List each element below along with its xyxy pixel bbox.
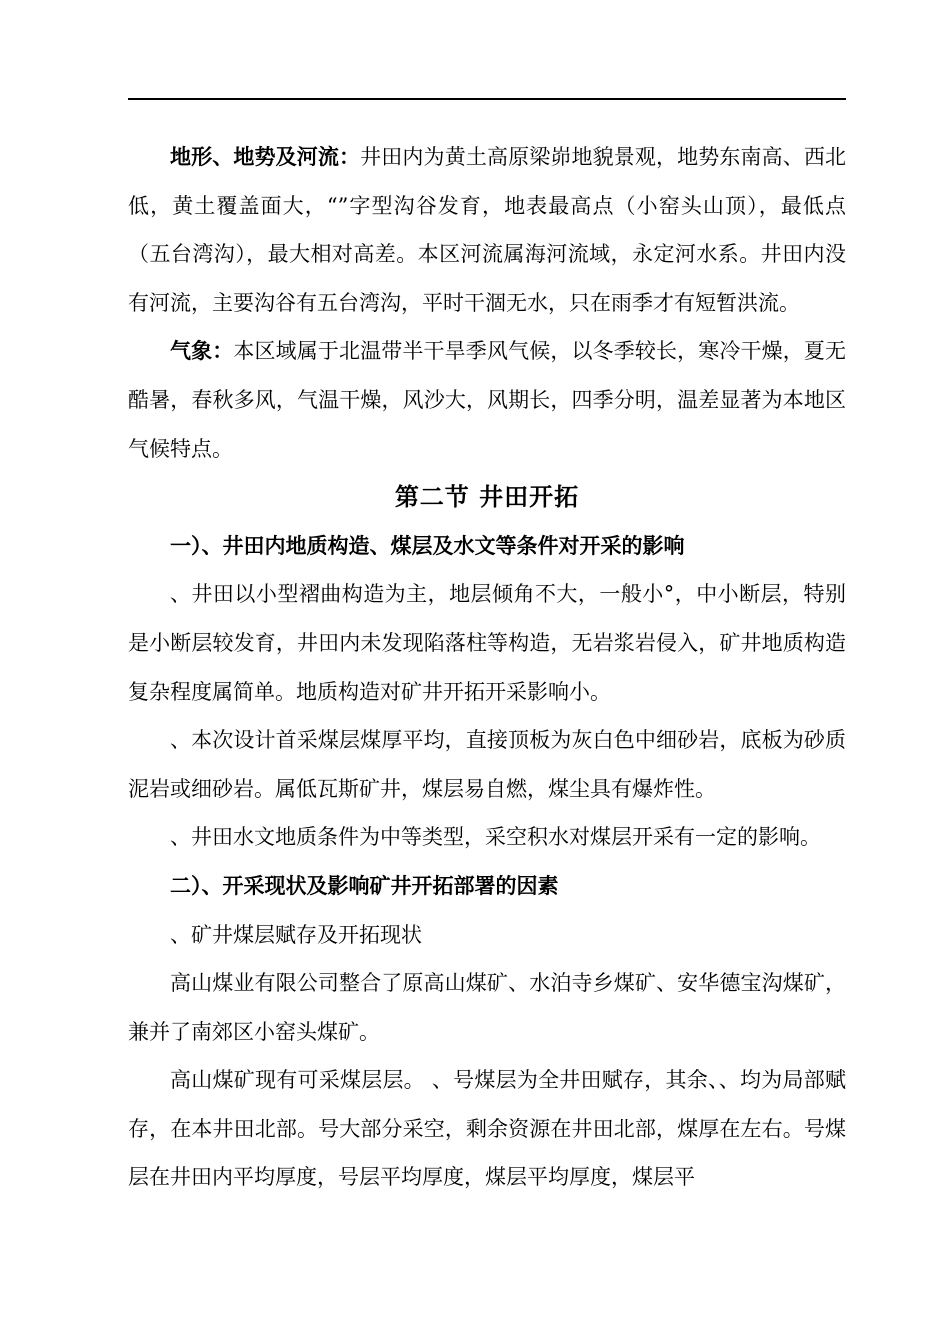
paragraph-coal-seam: 、本次设计首采煤层煤厚平均，直接顶板为灰白色中细砂岩，底板为砂质泥岩或细砂岩。属低瓦斯矿井，煤层易自燃，煤尘具有爆炸性。 [128,728,846,801]
header-rule [128,98,846,100]
paragraph-mining-status-title: 、矿井煤层赋存及开拓现状 [170,922,422,947]
subsection-heading-2: 二）、开采现状及影响矿井开拓部署的因素 [170,872,559,898]
subsection-heading-1: 一）、井田内地质构造、煤层及水文等条件对开采的影响 [170,532,685,558]
terrain-text: 井田内为黄土高原梁峁地貌景观，地势东南高、西北低，黄土覆盖面大，“”字型沟谷发育，地表最高点（小窑头山顶），最低点（五台湾沟），最大相对高差。本区河流属海河流域，永定河水系。井田内没有河流，主要沟谷有五台湾沟，平时干涸无水，只在雨季才有短暂洪流。 [128,145,847,315]
section-title: 第二节 井田开拓 [394,482,580,512]
terrain-paragraph [128,133,846,327]
climate-text: 本区域属于北温带半干旱季风气候，以冬季较长，寒冷干燥，夏无酷暑，春秋多风，气温干燥，风沙大，风期长，四季分明，温差显著为本地区气候特点。 [128,339,847,461]
paragraph-geology: 、井田以小型褶曲构造为主，地层倾角不大，一般小°，中小断层，特别是小断层较发育，井田内未发现陷落柱等构造，无岩浆岩侵入，矿井地质构造复杂程度属简单。地质构造对矿井开拓开采影响小。 [128,582,846,704]
terrain-label: 地形、地势及河流： [170,144,361,169]
paragraph-hydrology: 、井田水文地质条件为中等类型，采空积水对煤层开采有一定的影响。 [170,825,821,850]
climate-label: 气象： [170,338,234,364]
climate-paragraph [128,327,846,473]
document-body [128,133,846,1202]
paragraph-company: 高山煤业有限公司整合了原高山煤矿、水泊寺乡煤矿、安华德宝沟煤矿，兼并了南郊区小窑头煤矿。 [128,971,846,1044]
paragraph-seams: 高山煤矿现有可采煤层层。 、号煤层为全井田赋存，其余、、均为局部赋存，在本井田北部。号大部分采空，剩余资源在井田北部，煤厚在左右。号煤层在井田内平均厚度，号层平均厚度，煤层平均厚度，煤层平 [128,1068,846,1190]
